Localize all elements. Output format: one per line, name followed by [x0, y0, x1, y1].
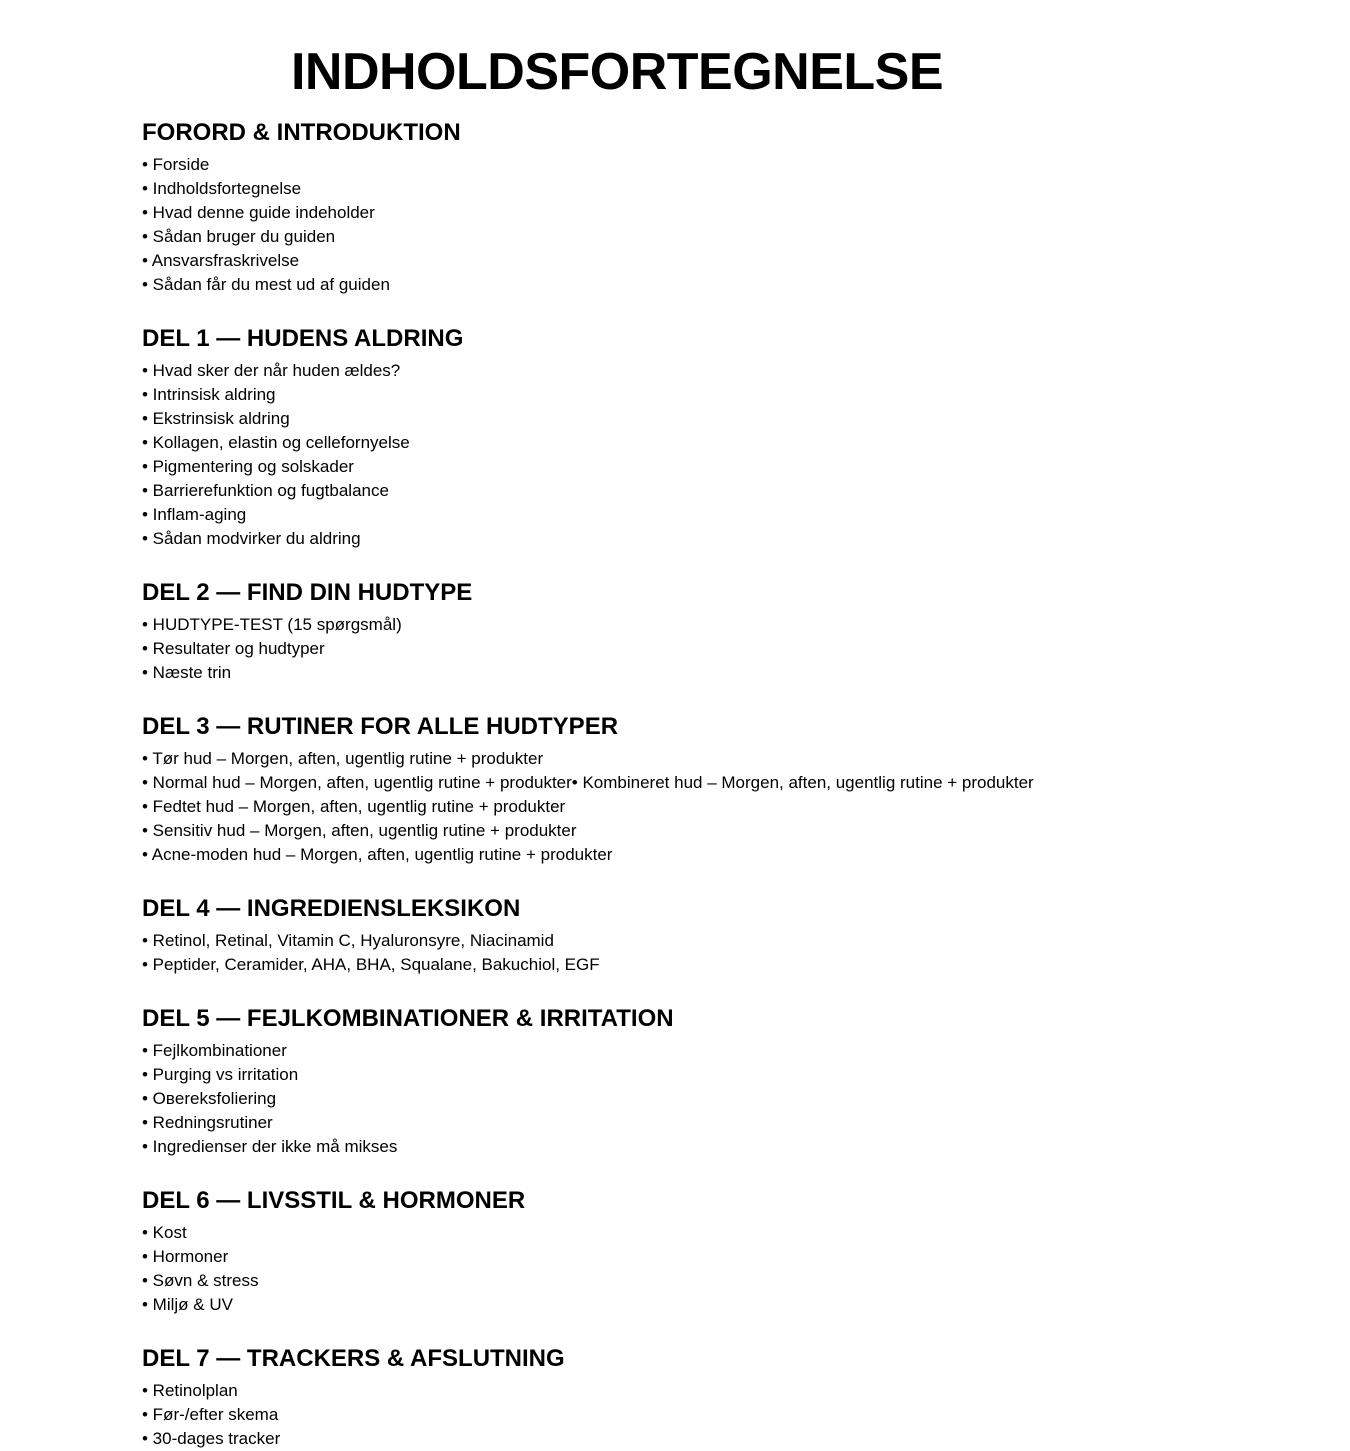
list-item: • Sådan får du mest ud af guiden: [142, 275, 390, 295]
list-item: • Resultater og hudtyper: [142, 639, 325, 659]
list-item: • Purging vs irritation: [142, 1065, 299, 1085]
list-item: • Pigmentering og solskader: [142, 457, 354, 477]
list-item: • Før-/efter skema: [142, 1405, 279, 1425]
list-item: • Inflam-aging: [142, 505, 247, 525]
list-item: • Miljø & UV: [142, 1295, 233, 1315]
list-item: • Næste trin: [142, 663, 232, 683]
list-item: • Kost: [142, 1223, 187, 1243]
section-item-list: [142, 1039, 1092, 1159]
section-heading: DEL 7 — TRACKERS & AFSLUTNING: [142, 1345, 565, 1373]
list-item: • Ingredienser der ikke må mikses: [142, 1137, 398, 1157]
section-del-5: [142, 977, 1092, 1159]
section-del-6: [142, 1159, 1092, 1317]
list-item: • Acne-moden hud – Morgen, aften, ugentlig rutine + produkter: [142, 845, 613, 865]
section-del-1: [142, 297, 1092, 551]
list-item: • Sensitiv hud – Morgen, aften, ugentlig rutine + produkter: [142, 821, 577, 841]
list-item: • Hvad denne guide indeholder: [142, 203, 375, 223]
list-item: • Fejlkombinationer: [142, 1041, 287, 1061]
section-item-list: [142, 1379, 1092, 1451]
section-del-7: [142, 1317, 1092, 1451]
section-heading: DEL 2 — FIND DIN HUDTYPE: [142, 579, 473, 607]
list-item: • Intrinsisk aldring: [142, 385, 276, 405]
section-heading: DEL 1 — HUDENS ALDRING: [142, 325, 464, 353]
list-item: • Retinol, Retinal, Vitamin C, Hyaluronsyre, Niacinamid: [142, 931, 554, 951]
section-heading: FORORD & INTRODUKTION: [142, 119, 461, 147]
section-forord: [142, 101, 1092, 297]
list-item: • Barrierefunktion og fugtbalance: [142, 481, 389, 501]
list-item: • Hormoner: [142, 1247, 229, 1267]
section-del-3: [142, 685, 1092, 867]
list-item: • Forside: [142, 155, 210, 175]
section-item-list: [142, 1221, 1092, 1317]
list-item: • Normal hud – Morgen, aften, ugentlig rutine + produkter• Kombineret hud – Morgen, aften, ugentlig rutine + produkter: [142, 773, 1034, 793]
list-item: • Овereksfoliering: [142, 1089, 277, 1109]
section-item-list: [142, 747, 1092, 867]
list-item: • Fedtet hud – Morgen, aften, ugentlig rutine + produkter: [142, 797, 566, 817]
list-item: • Peptider, Ceramider, AHA, BHA, Squalane, Bakuchiol, EGF: [142, 955, 600, 975]
page-title: INDHOLDSFORTEGNELSE: [290, 43, 944, 101]
section-heading: DEL 5 — FEJLKOMBINATIONER & IRRITATION: [142, 1005, 674, 1033]
list-item: • Ansvarsfraskrivelse: [142, 251, 300, 271]
list-item: • Kollagen, elastin og cellefornyelse: [142, 433, 410, 453]
list-item: • Retinolplan: [142, 1381, 238, 1401]
section-item-list: [142, 929, 1092, 977]
list-item: • Hvad sker der når huden ældes?: [142, 361, 401, 381]
section-item-list: [142, 613, 1092, 685]
document-content: [142, 0, 1092, 1451]
section-heading: DEL 3 — RUTINER FOR ALLE HUDTYPER: [142, 713, 619, 741]
list-item: • Søvn & stress: [142, 1271, 259, 1291]
list-item: • Sådan bruger du guiden: [142, 227, 336, 247]
section-del-4: [142, 867, 1092, 977]
section-item-list: [142, 359, 1092, 551]
section-heading: DEL 6 — LIVSSTIL & HORMONER: [142, 1187, 526, 1215]
section-item-list: [142, 153, 1092, 297]
section-del-2: [142, 551, 1092, 685]
list-item: • Indholdsfortegnelse: [142, 179, 302, 199]
section-heading: DEL 4 — INGREDIENSLEKSIKON: [142, 895, 521, 923]
list-item: • Ekstrinsisk aldring: [142, 409, 290, 429]
list-item: • HUDTYPE-TEST (15 spørgsmål): [142, 615, 402, 635]
list-item: • Redningsrutiner: [142, 1113, 273, 1133]
list-item: • Tør hud – Morgen, aften, ugentlig rutine + produkter: [142, 749, 544, 769]
list-item: • 30-dages tracker: [142, 1429, 281, 1449]
list-item: • Sådan modvirker du aldring: [142, 529, 361, 549]
